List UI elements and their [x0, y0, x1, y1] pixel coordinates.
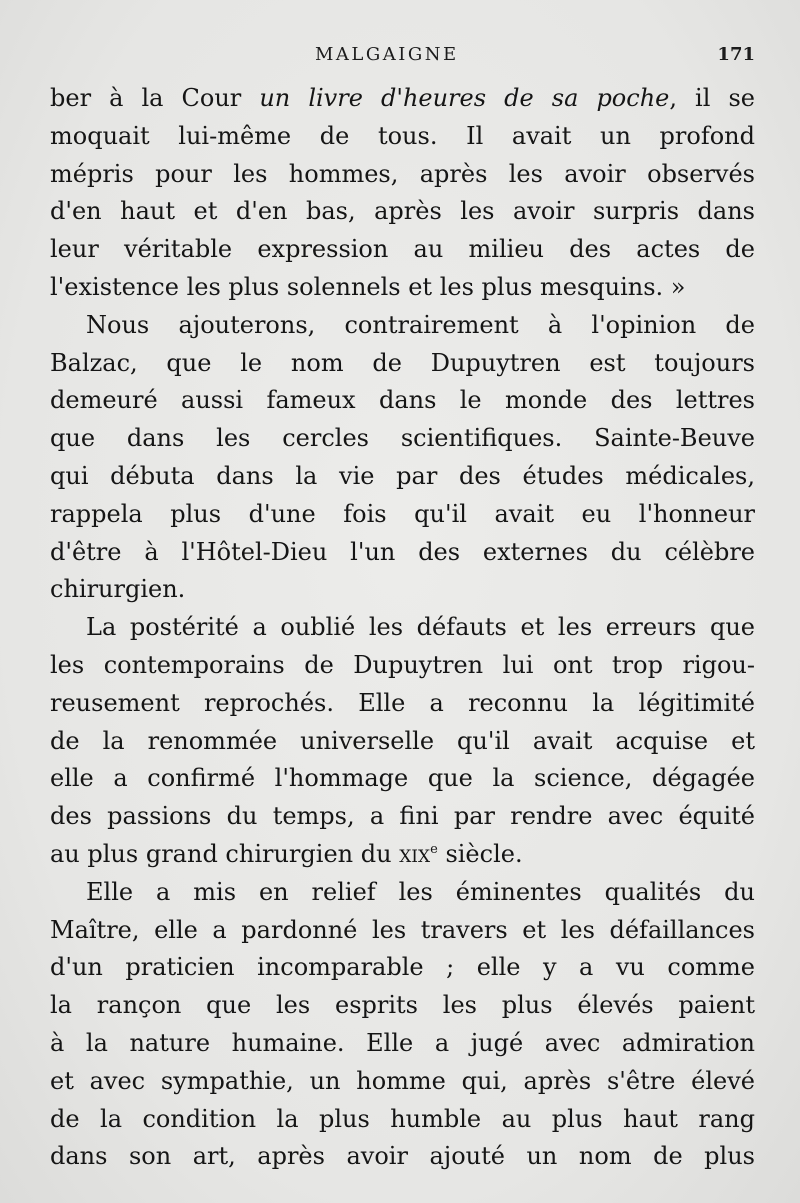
text-line	[50, 118, 755, 156]
text-line	[50, 685, 755, 723]
text-line	[50, 987, 755, 1025]
text-line	[50, 912, 755, 950]
text-segment: des passions du temps, a fini par rendre avec équité	[50, 802, 755, 831]
italic-text: un livre d'heures de sa poche	[259, 84, 670, 112]
text-segment: au plus grand chirurgien du	[50, 839, 400, 868]
text-segment: et avec sympathie, un homme qui, après s'être élevé	[50, 1066, 755, 1095]
text-segment: de la renommée universelle qu'il avait acquise et	[50, 726, 755, 755]
text-line	[50, 1063, 755, 1101]
text-segment: les contemporains de Dupuytren lui ont trop rigou-	[50, 650, 755, 679]
text-segment: leur véritable expression au milieu des actes de	[50, 235, 755, 264]
text-line	[50, 269, 755, 307]
text-segment: Nous ajouterons, contrairement à l'opinion de	[86, 310, 755, 339]
text-line	[50, 420, 755, 458]
text-segment: demeuré aussi fameux dans le monde des lettres	[50, 386, 755, 415]
text-segment: l'existence les plus solennels et les plus mesquins. »	[50, 272, 686, 301]
text-segment: chirurgien.	[50, 575, 186, 604]
text-segment: d'un praticien incomparable ; elle y a vu comme	[50, 953, 755, 982]
text-line	[50, 723, 755, 761]
text-line	[50, 836, 755, 874]
text-segment: Elle a mis en relief les éminentes qualités du	[86, 877, 755, 906]
text-segment: , il se	[669, 84, 755, 112]
text-line	[50, 193, 755, 231]
text-segment: dans son art, après avoir ajouté un nom de plus	[50, 1142, 755, 1171]
text-segment: d'être à l'Hôtel-Dieu l'un des externes du célèbre	[50, 537, 755, 566]
text-line	[50, 1138, 755, 1176]
text-segment: La postérité a oublié les défauts et les erreurs que	[86, 613, 755, 642]
text-segment: siècle.	[437, 839, 523, 868]
superscript: e	[430, 841, 438, 857]
text-line	[50, 609, 755, 647]
text-segment: ber à la Cour	[50, 84, 260, 112]
text-segment: mépris pour les hommes, après les avoir observés	[50, 159, 755, 188]
running-head: MALGAIGNE	[315, 44, 459, 65]
text-segment: de la condition la plus humble au plus haut rang	[50, 1104, 755, 1133]
text-line	[50, 949, 755, 987]
text-segment: d'en haut et d'en bas, après les avoir surpris dans	[50, 197, 755, 226]
page-header	[50, 44, 755, 74]
text-line	[50, 1101, 755, 1139]
text-line	[50, 534, 755, 572]
text-line	[50, 307, 755, 345]
text-segment: rappela plus d'une fois qu'il avait eu l'honneur	[50, 499, 755, 528]
text-segment: moquait lui-même de tous. Il avait un profond	[50, 121, 755, 150]
text-segment: qui débuta dans la vie par des études médicales,	[50, 461, 755, 490]
page-number: 171	[717, 44, 755, 65]
text-line	[50, 571, 755, 609]
text-line	[50, 382, 755, 420]
text-segment: reusement reprochés. Elle a reconnu la légitimité	[50, 688, 755, 717]
text-line	[50, 80, 755, 118]
small-caps-text: xix	[399, 839, 431, 868]
text-segment: à la nature humaine. Elle a jugé avec admiration	[50, 1028, 755, 1057]
text-segment: Maître, elle a pardonné les travers et les défaillances	[50, 915, 755, 944]
text-segment: la rançon que les esprits les plus élevés paient	[50, 991, 755, 1020]
text-segment: que dans les cercles scientifiques. Sainte-Beuve	[50, 424, 755, 453]
text-line	[50, 874, 755, 912]
text-line	[50, 458, 755, 496]
text-line	[50, 647, 755, 685]
text-line	[50, 798, 755, 836]
text-line	[50, 156, 755, 194]
text-line	[50, 760, 755, 798]
text-line	[50, 345, 755, 383]
text-line	[50, 496, 755, 534]
text-segment: Balzac, que le nom de Dupuytren est toujours	[50, 348, 755, 377]
text-line	[50, 231, 755, 269]
text-line	[50, 1025, 755, 1063]
body-text	[50, 80, 755, 1176]
text-segment: elle a confirmé l'hommage que la science, dégagée	[50, 764, 755, 793]
